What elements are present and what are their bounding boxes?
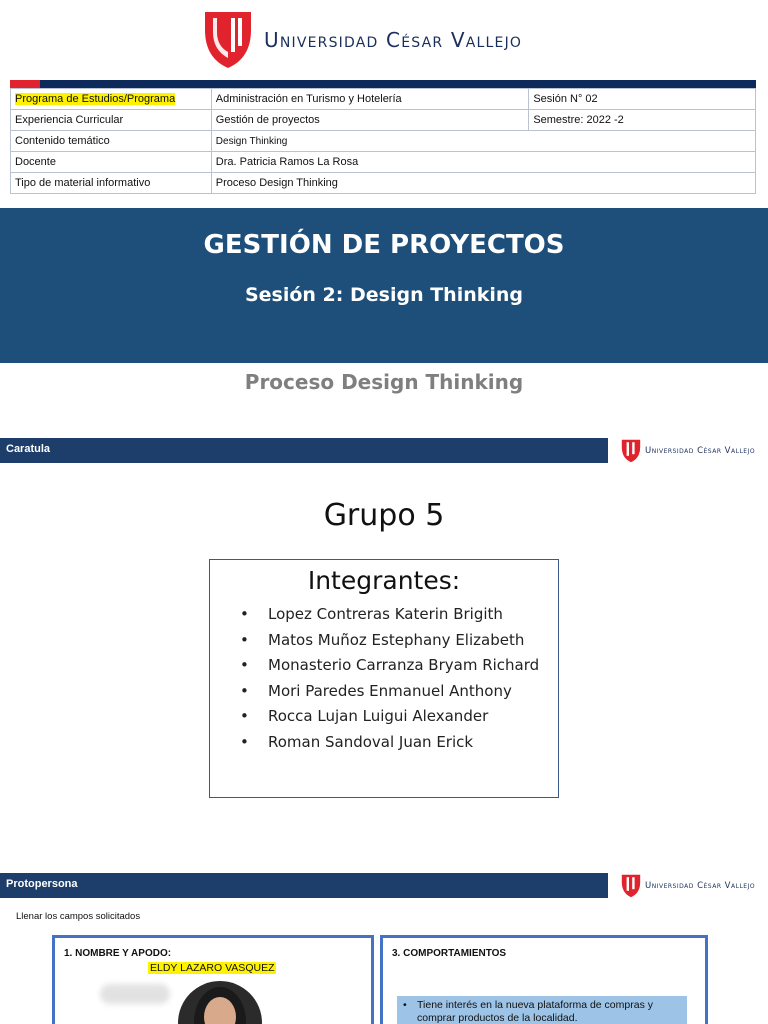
table-top-bar [10, 80, 756, 88]
semester: Semestre: 2022 -2 [529, 110, 756, 131]
process-title: Proceso Design Thinking [244, 370, 524, 394]
material-label: Tipo de material informativo [11, 173, 212, 194]
behaviors-heading: 3. COMPORTAMIENTOS [392, 948, 507, 959]
list-item: • Roman Sandoval Juan Erick [240, 730, 539, 756]
university-brand-small: Universidad César Vallejo [645, 881, 756, 891]
members-list [240, 602, 539, 755]
list-item: • Matos Muñoz Estephany Elizabeth [240, 628, 539, 654]
document-header [0, 0, 768, 78]
instructions-text: Llenar los campos solicitados [16, 911, 141, 922]
person-photo-avatar [178, 981, 262, 1024]
university-brand-small: Universidad César Vallejo [645, 446, 756, 456]
name-heading: 1. NOMBRE Y APODO: [64, 948, 172, 959]
list-item: • Lopez Contreras Katerin Brigith [240, 602, 539, 628]
behavior-item: • Tiene interés en la nueva plataforma de compras y comprar productos de la localidad. [397, 996, 687, 1024]
ucv-shield-logo-icon [621, 874, 641, 898]
members-box [209, 559, 559, 798]
group-title: Grupo 5 [323, 498, 445, 533]
list-item: • Rocca Lujan Luigui Alexander [240, 704, 539, 730]
list-item: • Mori Paredes Enmanuel Anthony [240, 679, 539, 705]
table-row [11, 110, 756, 131]
persona-name: ELDY LAZARO VASQUEZ [150, 962, 275, 974]
table-row [11, 173, 756, 194]
bullet-icon: • [240, 630, 249, 649]
banner-title: GESTIÓN DE PROYECTOS [203, 230, 565, 260]
table-row [11, 89, 756, 110]
members-heading: Integrantes: [307, 566, 461, 595]
program-label: Programa de Estudios/Programa [15, 93, 176, 105]
session-number: Sesión N° 02 [529, 89, 756, 110]
material-value: Proceso Design Thinking [211, 173, 755, 194]
course-info-table [10, 80, 756, 194]
table-row [11, 131, 756, 152]
bullet-icon: • [240, 681, 249, 700]
list-item: • Monasterio Carranza Bryam Richard [240, 653, 539, 679]
name-panel [52, 935, 374, 1024]
protopersona-header-bar [0, 873, 608, 898]
course-value: Gestión de proyectos [211, 110, 529, 131]
bullet-icon: • [240, 605, 249, 623]
bullet-icon: • [240, 732, 249, 751]
university-brand: Universidad César Vallejo [264, 28, 523, 52]
slide-title: Protopersona [6, 878, 78, 890]
bullet-icon: • [240, 707, 249, 725]
bullet-icon: • [403, 999, 407, 1011]
behaviors-panel [380, 935, 708, 1024]
table-row [11, 152, 756, 173]
teacher-value: Dra. Patricia Ramos La Rosa [211, 152, 755, 173]
caratula-header-bar [0, 438, 608, 463]
course-label: Experiencia Curricular [11, 110, 212, 131]
program-value: Administración en Turismo y Hotelería [211, 89, 529, 110]
blurred-nickname [100, 984, 170, 1004]
bullet-icon: • [240, 656, 249, 674]
ucv-shield-logo-icon [203, 10, 253, 70]
teacher-label: Docente [11, 152, 212, 173]
banner-subtitle: Sesión 2: Design Thinking [244, 284, 524, 306]
content-value: Design Thinking [211, 131, 755, 152]
ucv-shield-logo-icon [621, 439, 641, 463]
content-label: Contenido temático [11, 131, 212, 152]
title-banner [0, 208, 768, 363]
slide-title: Caratula [6, 443, 51, 455]
